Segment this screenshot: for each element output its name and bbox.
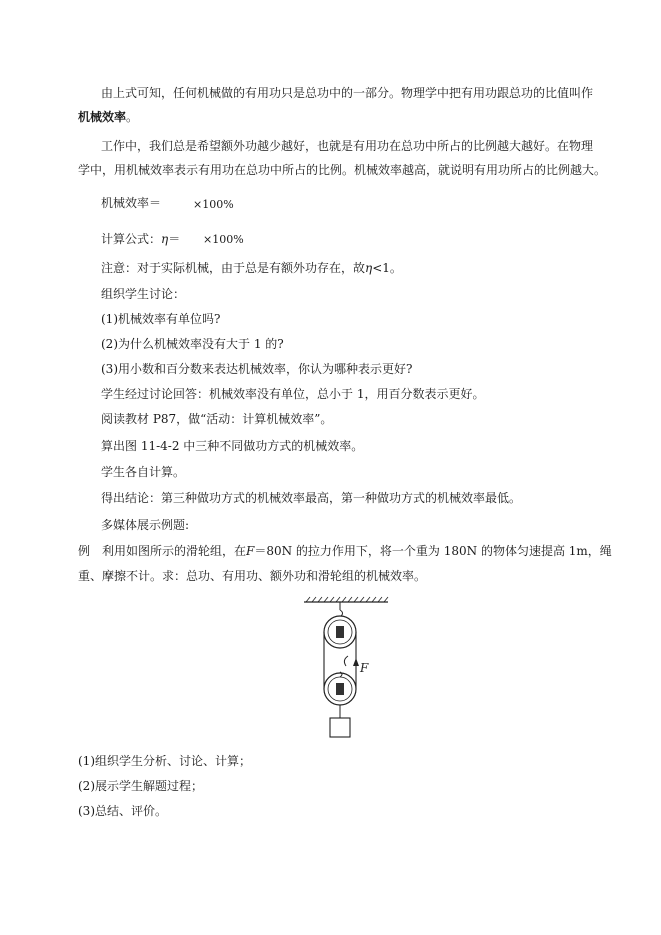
reading-assignment: 阅读教材 P87，做“活动：计算机械效率”。: [101, 412, 333, 426]
formula-efficiency-label: 机械效率＝: [101, 196, 162, 210]
note-line: [101, 260, 402, 276]
term-machine-efficiency: 机械效率: [78, 110, 127, 124]
paragraph-1-line-2: [78, 109, 138, 125]
discussion-title: 组织学生讨论：: [101, 287, 186, 301]
formula-efficiency-percent: ×100%: [193, 198, 234, 211]
example-line-2: 重、摩擦不计。求：总功、有用功、额外功和滑轮组的机械效率。: [78, 569, 427, 583]
note-inequality: <1。: [372, 261, 402, 275]
term-period: 。: [126, 110, 139, 124]
paragraph-1-line-1: 由上式可知，任何机械做的有用功只是总功中的一部分。物理学中把有用功跟总功的比值叫作: [101, 86, 594, 100]
eta-symbol: η: [365, 261, 373, 275]
example-text-b: ＝80N 的拉力作用下，将一个重为 180N 的物体匀速提高 1m，绳: [254, 544, 612, 558]
fixed-pulley-axle: [336, 626, 344, 638]
example-text-a: 例 利用如图所示的滑轮组，在: [78, 544, 247, 558]
hook-connector: [344, 656, 348, 666]
step-1: (1)组织学生分析、讨论、计算；: [78, 754, 251, 768]
eta-symbol: η: [161, 232, 169, 246]
paragraph-2-line-1: 工作中，我们总是希望额外功越少越好，也就是有用功在总功中所占的比例越大越好。在物理: [101, 139, 594, 153]
formula-calc-percent: ×100%: [203, 233, 244, 246]
force-symbol: F: [246, 544, 255, 558]
discussion-question-2: (2)为什么机械效率没有大于 1 的?: [101, 337, 284, 351]
pulley-system-figure: [300, 594, 400, 740]
example-line-1: [78, 543, 612, 559]
step-2: (2)展示学生解题过程；: [78, 779, 203, 793]
self-calculation: 学生各自计算。: [101, 465, 186, 479]
force-arrow-head: [353, 658, 359, 666]
calculation-task: 算出图 11-4-2 中三种不同做功方式的机械效率。: [101, 439, 364, 453]
step-3: (3)总结、评价。: [78, 804, 167, 818]
formula-calc-line: [101, 231, 180, 247]
equals-sign: ＝: [168, 232, 181, 246]
load-block: [330, 718, 350, 737]
media-heading: 多媒体展示例题:: [101, 518, 190, 532]
force-label: F: [360, 661, 369, 675]
formula-calc-label: 计算公式：: [101, 232, 162, 246]
discussion-question-3: (3)用小数和百分数来表达机械效率，你认为哪种表示更好?: [101, 362, 413, 376]
ceiling-hatch: [306, 597, 388, 602]
note-text: 注意：对于实际机械，由于总是有额外功存在，故: [101, 261, 366, 275]
conclusion: 得出结论：第三种做功方式的机械效率最高，第一种做功方式的机械效率最低。: [101, 491, 522, 505]
discussion-question-1: (1)机械效率有单位吗?: [101, 312, 221, 326]
discussion-answer: 学生经过讨论回答：机械效率没有单位，总小于 1，用百分数表示更好。: [101, 387, 485, 401]
paragraph-2-line-2: 学中，用机械效率表示有用功在总功中所占的比例。机械效率越高，就说明有用功所占的比例越大。: [78, 163, 607, 177]
movable-pulley-axle: [336, 683, 344, 695]
